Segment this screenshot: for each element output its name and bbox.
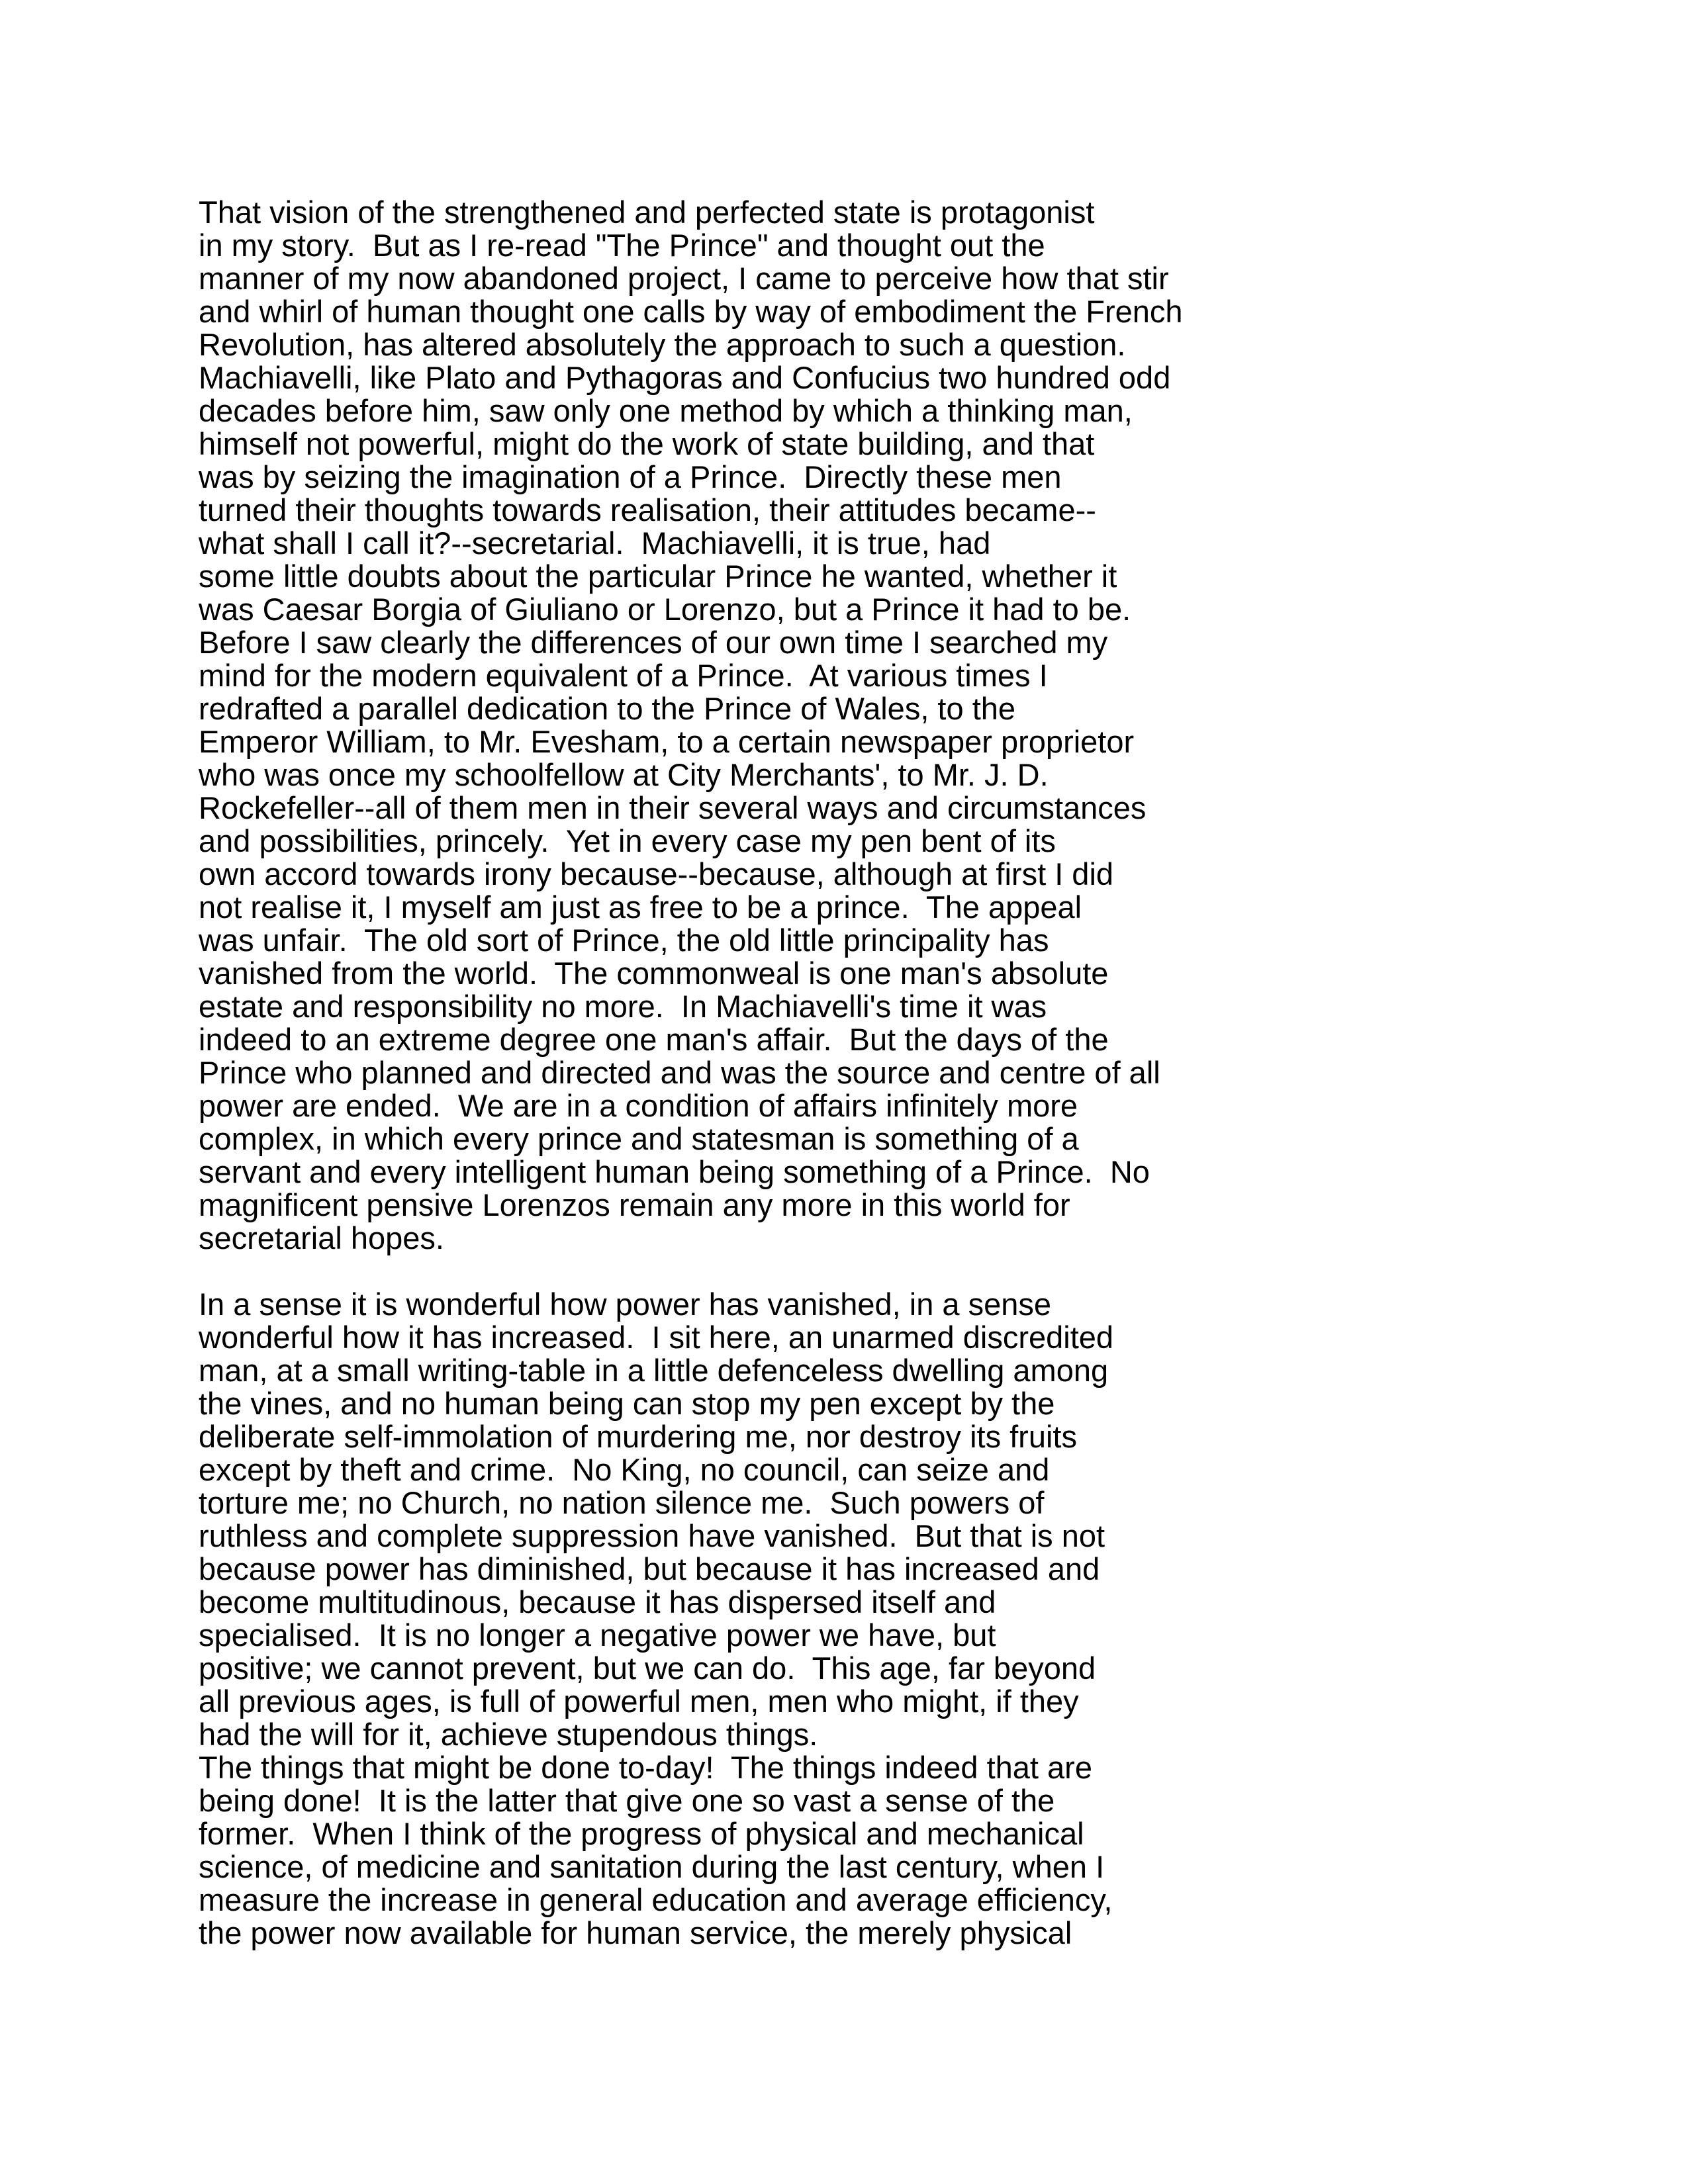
text-line: except by theft and crime. No King, no council, can seize and: [199, 1452, 1050, 1487]
text-line: Prince who planned and directed and was the source and centre of all: [199, 1055, 1160, 1090]
text-line: science, of medicine and sanitation during the last century, when I: [199, 1849, 1105, 1884]
text-line: Rockefeller--all of them men in their several ways and circumstances: [199, 790, 1147, 825]
paragraph-2: [199, 1288, 1456, 1751]
text-line: redrafted a parallel dedication to the Prince of Wales, to the: [199, 691, 1016, 726]
paragraph-1: [199, 196, 1456, 1255]
text-line: The things that might be done to-day! The things indeed that are: [199, 1750, 1092, 1785]
text-line: Revolution, has altered absolutely the approach to such a question.: [199, 327, 1126, 362]
text-line: deliberate self-immolation of murdering me, nor destroy its fruits: [199, 1419, 1077, 1454]
text-line: man, at a small writing-table in a little defenceless dwelling among: [199, 1353, 1109, 1388]
text-line: what shall I call it?--secretarial. Machiavelli, it is true, had: [199, 525, 991, 561]
text-line: In a sense it is wonderful how power has vanished, in a sense: [199, 1287, 1052, 1322]
text-line: who was once my schoolfellow at City Merchants', to Mr. J. D.: [199, 757, 1049, 792]
text-line: manner of my now abandoned project, I came to perceive how that stir: [199, 261, 1169, 296]
text-line: specialised. It is no longer a negative power we have, but: [199, 1617, 996, 1653]
text-line: wonderful how it has increased. I sit here, an unarmed discredited: [199, 1320, 1114, 1355]
text-line: measure the increase in general education and average efficiency,: [199, 1882, 1113, 1917]
text-line: not realise it, I myself am just as free to be a prince. The appeal: [199, 889, 1082, 925]
text-line: own accord towards irony because--because, although at first I did: [199, 856, 1114, 891]
text-line: complex, in which every prince and statesman is something of a: [199, 1121, 1079, 1156]
paragraph-3: [199, 1751, 1456, 1950]
text-line: Before I saw clearly the differences of our own time I searched my: [199, 625, 1108, 660]
text-line: positive; we cannot prevent, but we can do. This age, far beyond: [199, 1651, 1096, 1686]
text-line: was Caesar Borgia of Giuliano or Lorenzo, but a Prince it had to be.: [199, 592, 1131, 627]
text-line: Machiavelli, like Plato and Pythagoras and Confucius two hundred odd: [199, 360, 1171, 395]
text-line: vanished from the world. The commonweal is one man's absolute: [199, 956, 1109, 991]
text-line: all previous ages, is full of powerful men, men who might, if they: [199, 1684, 1079, 1719]
text-line: turned their thoughts towards realisation, their attitudes became--: [199, 492, 1096, 527]
text-line: become multitudinous, because it has dispersed itself and: [199, 1584, 996, 1619]
text-line: torture me; no Church, no nation silence me. Such powers of: [199, 1485, 1045, 1520]
text-line: Emperor William, to Mr. Evesham, to a certain newspaper proprietor: [199, 724, 1135, 759]
text-line: indeed to an extreme degree one man's affair. But the days of the: [199, 1022, 1109, 1057]
text-line: was unfair. The old sort of Prince, the old little principality has: [199, 923, 1049, 958]
text-line: magnificent pensive Lorenzos remain any more in this world for: [199, 1187, 1070, 1222]
text-line: had the will for it, achieve stupendous things.: [199, 1717, 818, 1752]
text-line: secretarial hopes.: [199, 1220, 444, 1255]
text-line: former. When I think of the progress of physical and mechanical: [199, 1816, 1084, 1851]
text-line: being done! It is the latter that give one so vast a sense of the: [199, 1783, 1055, 1818]
text-line: and whirl of human thought one calls by way of embodiment the French: [199, 294, 1183, 329]
text-line: servant and every intelligent human being something of a Prince. No: [199, 1154, 1150, 1189]
text-line: the power now available for human service, the merely physical: [199, 1915, 1072, 1950]
text-line: power are ended. We are in a condition of affairs infinitely more: [199, 1088, 1078, 1123]
text-line: decades before him, saw only one method by which a thinking man,: [199, 393, 1133, 428]
text-line: That vision of the strengthened and perfected state is protagonist: [199, 195, 1095, 230]
text-line: some little doubts about the particular Prince he wanted, whether it: [199, 559, 1117, 594]
text-line: in my story. But as I re-read "The Prince" and thought out the: [199, 228, 1045, 263]
text-line: mind for the modern equivalent of a Prince. At various times I: [199, 658, 1048, 693]
text-line: estate and responsibility no more. In Machiavelli's time it was: [199, 989, 1047, 1024]
text-line: was by seizing the imagination of a Prince. Directly these men: [199, 459, 1062, 494]
text-line: and possibilities, princely. Yet in every case my pen bent of its: [199, 823, 1056, 858]
text-line: because power has diminished, but because it has increased and: [199, 1551, 1100, 1586]
text-line: himself not powerful, might do the work of state building, and that: [199, 426, 1095, 461]
text-line: ruthless and complete suppression have vanished. But that is not: [199, 1518, 1105, 1553]
text-line: the vines, and no human being can stop my pen except by the: [199, 1386, 1055, 1421]
